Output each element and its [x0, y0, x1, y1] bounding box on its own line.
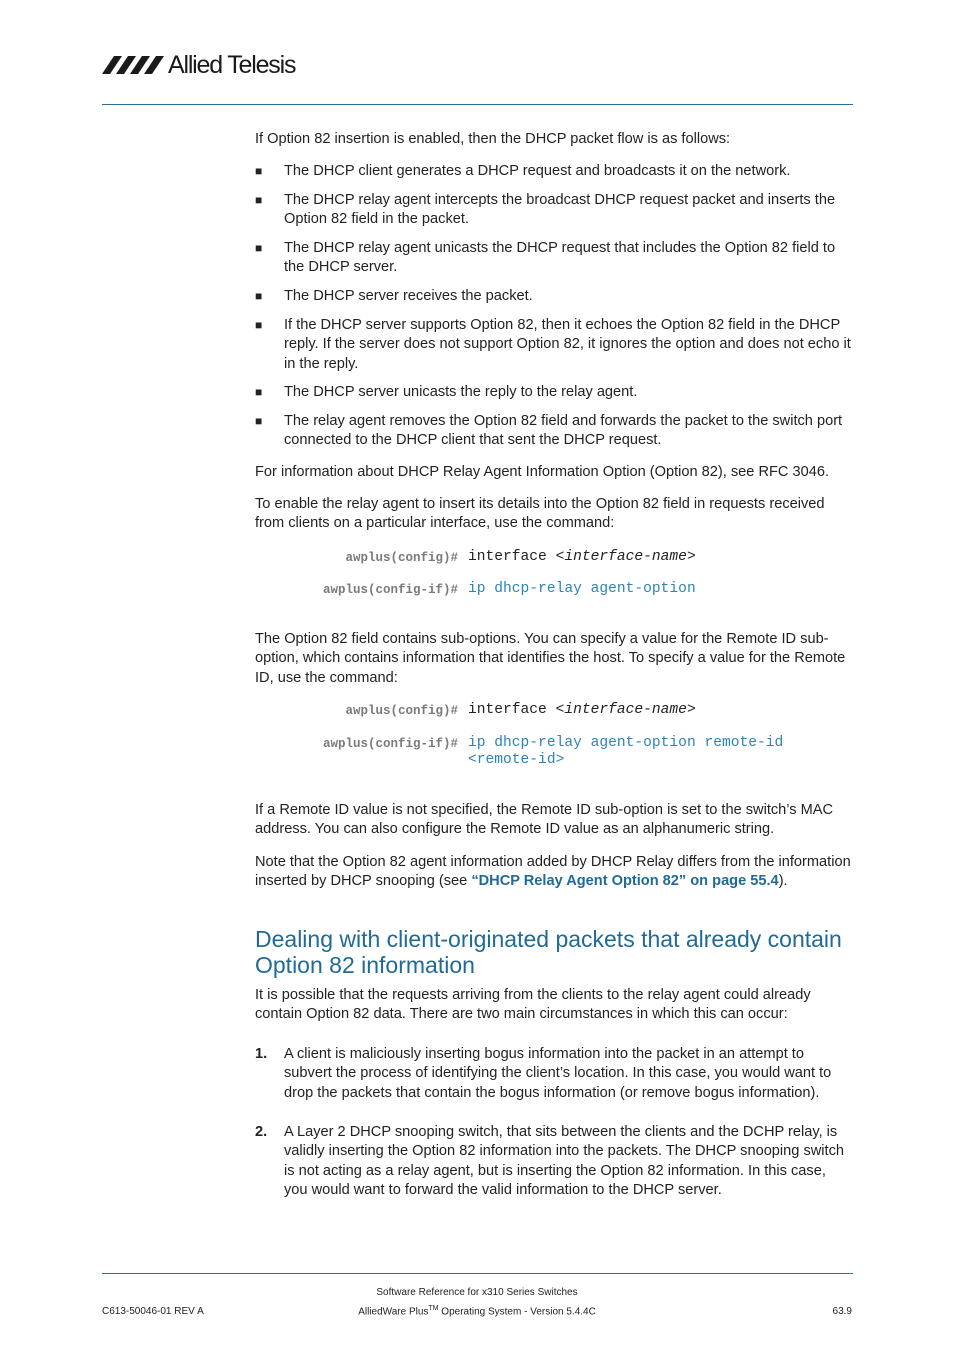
list-item-text: The DHCP client generates a DHCP request and broadcasts it on the network.: [284, 163, 791, 179]
footer-title: Software Reference for x310 Series Switches: [376, 1287, 578, 1298]
trademark-mark: TM: [428, 1305, 439, 1312]
note-text-end: ).: [778, 873, 788, 890]
cli-prompt: awplus(config)#: [345, 551, 458, 565]
command-argument: <interface-name>: [555, 702, 696, 718]
allied-telesis-logo-icon: [102, 56, 164, 74]
footer-doc-id: C613-50046-01 REV A: [102, 1306, 204, 1317]
bullet-marker: ■: [255, 289, 263, 303]
item-number: 1.: [255, 1046, 268, 1062]
note-paragraph: [255, 853, 855, 892]
cli-command: [468, 549, 858, 566]
header-rule: [102, 104, 853, 105]
brand-logo: [102, 50, 295, 80]
cli-command: [468, 702, 858, 719]
footer-page-number: 63.9: [832, 1306, 852, 1317]
list-item-text: The relay agent removes the Option 82 field and forwards the packet to the switch port connected to the DHCP client that sent the DHCP request.: [284, 413, 843, 449]
cli-command: ip dhcp-relay agent-option: [468, 581, 696, 597]
bullet-marker: ■: [255, 193, 263, 207]
enable-paragraph: To enable the relay agent to insert its details into the Option 82 field in requests received from clients on a particular interface, use the command:: [255, 496, 825, 532]
section-heading: Dealing with client-originated packets that already contain Option 82 information: [255, 926, 842, 978]
cli-prompt: awplus(config)#: [345, 704, 458, 718]
numbered-item-text: A client is maliciously inserting bogus information into the packet in an attempt to subvert the process of identifying the client’s location. In this case, you would want to drop the packets that contain the bogus information (or remove bogus information).: [284, 1046, 832, 1101]
list-item-text: The DHCP server unicasts the reply to the relay agent.: [284, 384, 638, 400]
rfc-paragraph: For information about DHCP Relay Agent Information Option (Option 82), see RFC 3046.: [255, 464, 830, 480]
intro-paragraph: If Option 82 insertion is enabled, then the DHCP packet flow is as follows:: [255, 131, 731, 147]
footer-rule: [102, 1273, 853, 1274]
cli-prompt: awplus(config-if)#: [322, 737, 458, 751]
command-text: interface: [468, 549, 556, 565]
item-number: 2.: [255, 1124, 268, 1140]
bullet-marker: ■: [255, 414, 263, 428]
bullet-marker: ■: [255, 164, 263, 178]
bullet-marker: ■: [255, 241, 263, 255]
bullet-marker: ■: [255, 385, 263, 399]
cli-prompt: awplus(config-if)#: [322, 583, 458, 597]
list-item-text: If the DHCP server supports Option 82, then it echoes the Option 82 field in the DHCP reply. If the server does not support Option 82, it ignores the option and does not echo it in the reply.: [284, 317, 851, 372]
list-item-text: The DHCP relay agent unicasts the DHCP request that includes the Option 82 field to the DHCP server.: [284, 240, 836, 276]
numbered-item-text: A Layer 2 DHCP snooping switch, that sits between the clients and the DCHP relay, is validly inserting the Option 82 information into the packets. The DHCP snooping switch is not acting as a relay agent, but is inserting the Option 82 information. In this case, you would want to forward the valid information to the DHCP server.: [284, 1124, 844, 1199]
command-text: interface: [468, 702, 556, 718]
footer-os-version: Operating System - Version 5.4.4C: [438, 1306, 596, 1318]
note-text: Note that the Option 82 agent information added by DHCP Relay differs from the information inserted by DHCP snooping (see: [255, 854, 851, 890]
possible-paragraph: It is possible that the requests arriving from the clients to the relay agent could already contain Option 82 data. There are two main circumstances in which this can occur:: [255, 987, 811, 1023]
remote-id-paragraph: The Option 82 field contains sub-options. You can specify a value for the Remote ID sub-option, which contains information that identifies the host. To specify a value for the Remote ID, use the command:: [255, 631, 846, 686]
cross-reference-link[interactable]: “DHCP Relay Agent Option 82” on page 55.4: [471, 873, 779, 890]
footer-os-name: AlliedWare Plus: [358, 1306, 429, 1318]
brand-name: Allied Telesis: [168, 51, 296, 79]
mac-paragraph: If a Remote ID value is not specified, the Remote ID sub-option is set to the switch’s MAC address. You can also configure the Remote ID value as an alphanumeric string.: [255, 802, 834, 838]
bullet-marker: ■: [255, 318, 263, 332]
command-argument: <interface-name>: [555, 549, 696, 565]
list-item-text: The DHCP server receives the packet.: [284, 288, 533, 304]
cli-command: ip dhcp-relay agent-option remote-id <remote-id>: [468, 735, 784, 768]
list-item-text: The DHCP relay agent intercepts the broadcast DHCP request packet and inserts the Option 82 field in the packet.: [284, 192, 836, 228]
